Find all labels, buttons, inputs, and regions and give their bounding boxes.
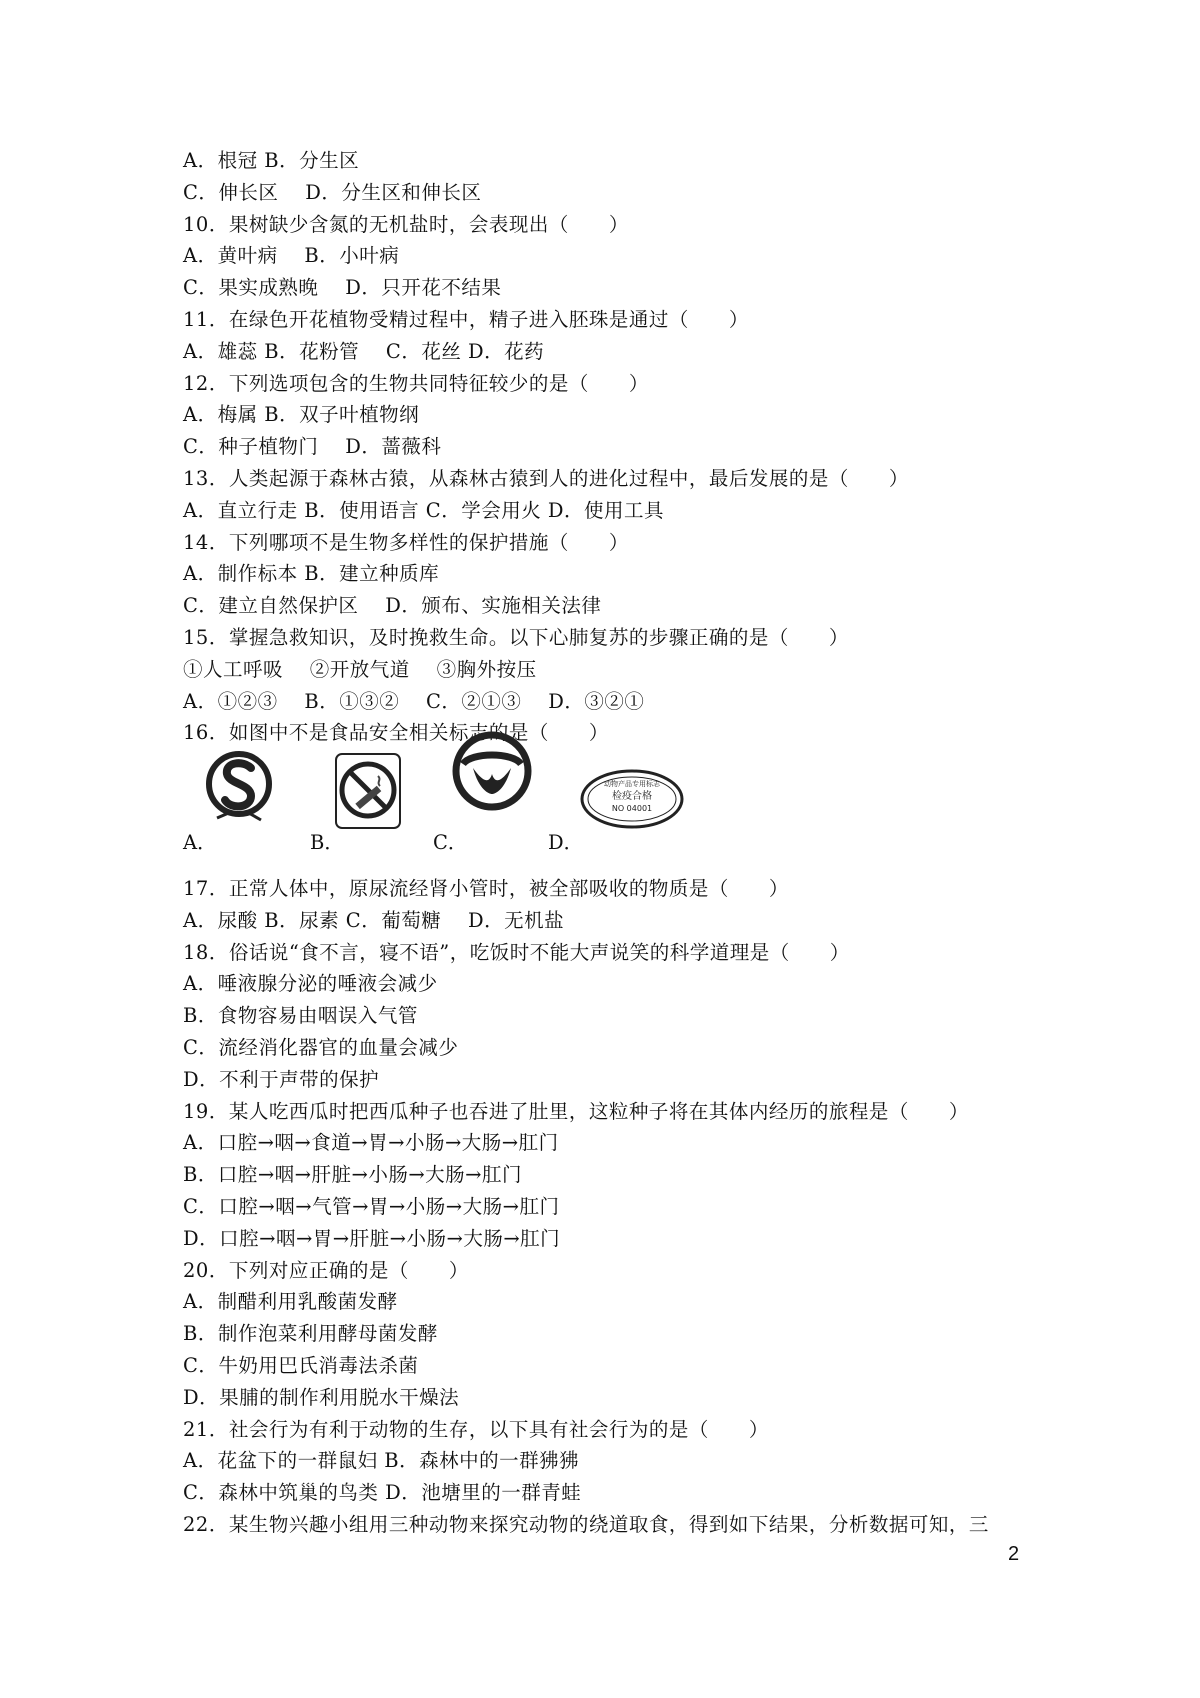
- text-line: 12．下列选项包含的生物共同特征较少的是（ ）: [183, 371, 649, 395]
- page-number: 2: [1008, 1543, 1020, 1565]
- text-line: B．食物容易由咽误入气管: [183, 1004, 418, 1028]
- logo-label-d: D．: [548, 831, 584, 854]
- text-line: A．梅属 B．双子叶植物纲: [183, 403, 420, 427]
- text-line: A．雄蕊 B．花粉管 C．花丝 D．花药: [183, 339, 545, 363]
- logo-option-c: [433, 760, 563, 860]
- text-line: 14．下列哪项不是生物多样性的保护措施（ ）: [183, 530, 629, 554]
- text-line: A．①②③ B．①③② C．②①③ D．③②①: [183, 689, 645, 713]
- text-line: A．直立行走 B．使用语言 C．学会用火 D．使用工具: [183, 498, 665, 522]
- text-line: 11．在绿色开花植物受精过程中，精子进入胚珠是通过（ ）: [183, 308, 749, 331]
- text-line: A．黄叶病 B．小叶病: [183, 244, 400, 268]
- text-line: D．果脯的制作利用脱水干燥法: [183, 1385, 460, 1409]
- logo-label-c: C．: [433, 831, 468, 854]
- text-line: C．种子植物门 D．蔷薇科: [183, 435, 442, 459]
- text-line: A．花盆下的一群鼠妇 B．森林中的一群狒狒: [183, 1449, 580, 1473]
- text-line: B．制作泡菜利用酵母菌发酵: [183, 1322, 438, 1346]
- text-line: C．果实成熟晚 D．只开花不结果: [183, 276, 502, 300]
- green-food-logo-icon: [449, 728, 535, 814]
- text-line: 22．某生物兴趣小组用三种动物来探究动物的绕道取食，得到如下结果，分析数据可知，三: [183, 1513, 989, 1536]
- text-line: 13．人类起源于森林古猿，从森林古猿到人的进化过程中，最后发展的是（ ）: [183, 467, 909, 490]
- text-line: A．制作标本 B．建立种质库: [183, 562, 440, 586]
- food-safety-logos: [183, 760, 743, 860]
- text-line: D．不利于声带的保护: [183, 1067, 380, 1091]
- text-line: A．唾液腺分泌的唾液会减少: [183, 972, 438, 996]
- text-line: C．牛奶用巴氏消毒法杀菌: [183, 1354, 419, 1377]
- text-line: 15．掌握急救知识，及时挽救生命。以下心肺复苏的步骤正确的是（ ）: [183, 626, 849, 649]
- text-line: A．尿酸 B．尿素 C．葡萄糖 D．无机盐: [183, 908, 565, 932]
- text-line: C．建立自然保护区 D．颁布、实施相关法律: [183, 594, 602, 618]
- text-line: 18．俗话说“食不言，寝不语”，吃饭时不能大声说笑的科学道理是（ ）: [183, 940, 850, 964]
- text-line: ①人工呼吸 ②开放气道 ③胸外按压: [183, 657, 537, 681]
- text-line: 19．某人吃西瓜时把西瓜种子也吞进了肚里，这粒种子将在其体内经历的旅程是（ ）: [183, 1099, 969, 1123]
- text-line: D．口腔→咽→胃→肝脏→小肠→大肠→肛门: [183, 1226, 561, 1250]
- stamp-text-middle: 检疫合格: [612, 791, 652, 802]
- no-smoking-icon: [332, 750, 404, 832]
- logo-label-a: A．: [183, 831, 217, 854]
- logo-option-d: [548, 760, 748, 860]
- stamp-text-top: 动物产品专用标志: [604, 780, 660, 788]
- text-line: C．口腔→咽→气管→胃→小肠→大肠→肛门: [183, 1195, 560, 1218]
- logo-label-b: B．: [310, 831, 344, 854]
- text-line: C．流经消化器官的血量会减少: [183, 1036, 459, 1059]
- logo-option-a: [183, 760, 313, 860]
- text-line: C．森林中筑巢的鸟类 D．池塘里的一群青蛙: [183, 1481, 582, 1505]
- text-line: A．口腔→咽→食道→胃→小肠→大肠→肛门: [183, 1131, 559, 1155]
- text-line: A．制醋利用乳酸菌发酵: [183, 1290, 398, 1314]
- text-line: B．口腔→咽→肝脏→小肠→大肠→肛门: [183, 1163, 523, 1187]
- text-line: C．伸长区 D．分生区和伸长区: [183, 180, 482, 204]
- text-line: 16．如图中不是食品安全相关标志的是（ ）: [183, 721, 609, 745]
- text-line: 17．正常人体中，原尿流经肾小管时，被全部吸收的物质是（ ）: [183, 877, 789, 900]
- text-line: 20．下列对应正确的是（ ）: [183, 1258, 469, 1282]
- quarantine-stamp-icon: [578, 766, 686, 832]
- text-line: 21．社会行为有利于动物的生存，以下具有社会行为的是（ ）: [183, 1417, 769, 1441]
- stamp-text-number: NO 04001: [611, 804, 653, 813]
- text-line: A．根冠 B．分生区: [183, 149, 360, 172]
- qs-s-logo-icon: [203, 748, 275, 830]
- logo-option-b: [310, 760, 440, 860]
- text-line: 10．果树缺少含氮的无机盐时，会表现出（ ）: [183, 212, 629, 236]
